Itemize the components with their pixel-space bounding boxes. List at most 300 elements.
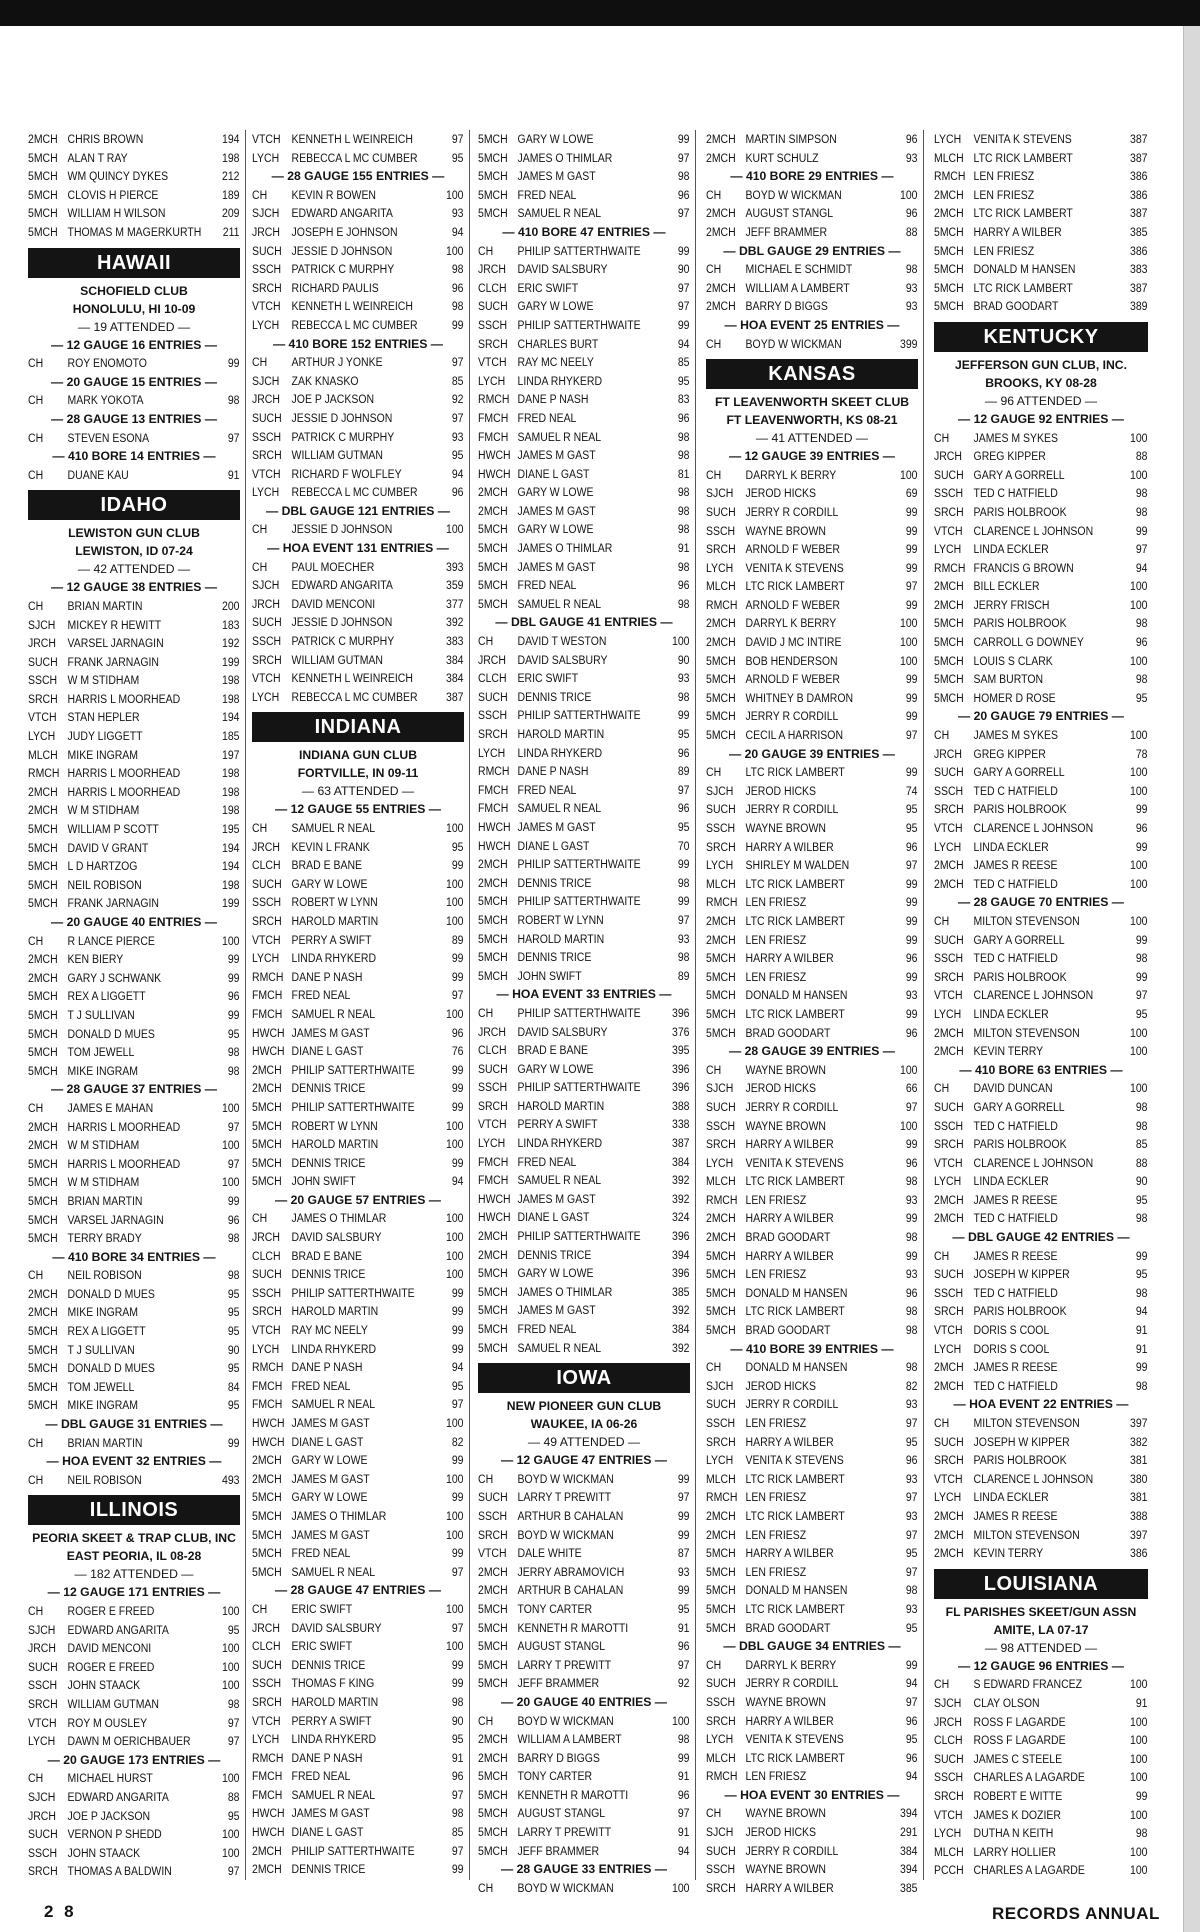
score: 396: [671, 1005, 690, 1020]
event-code: 2MCH: [28, 132, 58, 146]
shooter-name: LTC RICK LAMBERT: [973, 150, 1073, 165]
event-code: VTCH: [934, 988, 963, 1003]
result-row: [706, 204, 917, 223]
event-subheading: — DBL GAUGE 34 ENTRIES —: [723, 1639, 901, 1654]
score: 96: [677, 578, 690, 593]
shooter-name: DORIS S COOL: [973, 1341, 1050, 1356]
shooter-name: JOHN SWIFT: [517, 968, 582, 983]
score: 100: [1129, 1714, 1148, 1729]
result-row: [478, 948, 689, 967]
score: 88: [905, 224, 918, 239]
shooter-name: HAROLD MARTIN: [291, 1694, 379, 1709]
shooter-name: LTC RICK LAMBERT: [745, 1304, 845, 1319]
score: 98: [905, 1360, 918, 1375]
result-row: [478, 706, 689, 725]
event-code: 2MCH: [706, 1508, 736, 1523]
event-code: SJCH: [252, 206, 280, 221]
result-row: [478, 520, 689, 539]
result-row: [706, 800, 917, 819]
score: 99: [451, 1862, 464, 1877]
score: 99: [451, 858, 464, 873]
score: 96: [451, 280, 464, 295]
shooter-name: STAN HEPLER: [67, 710, 140, 725]
result-row: [934, 652, 1147, 671]
event-code: VTCH: [252, 132, 281, 146]
result-row: [252, 1600, 463, 1619]
event-code: SUCH: [252, 1267, 282, 1282]
shooter-name: JAMES M GAST: [291, 1025, 370, 1040]
event-code: 5MCH: [478, 132, 508, 146]
score: 100: [445, 913, 464, 928]
score: 97: [1135, 542, 1148, 557]
score: 97: [1135, 988, 1148, 1003]
event-code: SRCH: [706, 1880, 736, 1895]
event-code: HWCH: [252, 1025, 285, 1040]
result-row: [28, 1471, 239, 1490]
shooter-name: TERRY BRADY: [67, 1231, 142, 1246]
shooter-name: LARRY HOLLIER: [973, 1844, 1056, 1859]
event-code: RMCH: [934, 560, 966, 575]
shooter-name: GARY W LOWE: [517, 132, 594, 146]
event-code: 2MCH: [252, 1081, 282, 1096]
shooter-name: TOM JEWELL: [67, 1379, 135, 1394]
event-code: 2MCH: [934, 858, 964, 873]
event-code: RMCH: [252, 969, 284, 984]
result-row: [706, 260, 917, 279]
score: 95: [227, 1324, 240, 1339]
score: 94: [451, 1174, 464, 1189]
result-row: [252, 1377, 463, 1396]
event-code: 5MCH: [478, 596, 508, 611]
event-subheading: — HOA EVENT 32 ENTRIES —: [46, 1454, 222, 1469]
score: 99: [451, 1081, 464, 1096]
shooter-name: JOE P JACKSON: [291, 392, 375, 407]
result-row: [706, 1451, 917, 1470]
shooter-name: CARROLL G DOWNEY: [973, 635, 1084, 650]
event-code: SSCH: [706, 1694, 736, 1709]
score: 198: [221, 673, 240, 688]
event-code: 2MCH: [28, 1119, 58, 1134]
event-code: CH: [478, 1713, 494, 1728]
result-row: [706, 1024, 917, 1043]
score: 96: [451, 485, 464, 500]
result-row: [478, 1339, 689, 1358]
result-row: [252, 1563, 463, 1582]
score: 99: [451, 1453, 464, 1468]
event-code: 2MCH: [706, 206, 736, 221]
score: 93: [677, 931, 690, 946]
shooter-name: LTC RICK LAMBERT: [745, 1174, 845, 1189]
score: 394: [671, 1247, 690, 1262]
result-row: [934, 670, 1147, 689]
shooter-name: DUANE KAU: [67, 467, 129, 482]
result-row: [706, 1656, 917, 1675]
score: 384: [899, 1843, 918, 1858]
event-code: 5MCH: [28, 1212, 58, 1227]
shooter-name: JAMES K DOZIER: [973, 1807, 1061, 1822]
score: 100: [221, 1100, 240, 1115]
event-code: VTCH: [478, 355, 507, 370]
event-code: 5MCH: [252, 1099, 282, 1114]
score: 98: [905, 262, 918, 277]
score: 94: [905, 1676, 918, 1691]
event-code: 2MCH: [28, 1138, 58, 1153]
result-row: [252, 1693, 463, 1712]
score: 396: [671, 1266, 690, 1281]
result-row: [478, 874, 689, 893]
result-row: [478, 1730, 689, 1749]
score: 93: [905, 988, 918, 1003]
event-code: 5MCH: [934, 280, 964, 295]
score: 395: [671, 1043, 690, 1058]
score: 93: [451, 206, 464, 221]
event-code: SUCH: [706, 1099, 736, 1114]
score: 100: [445, 1601, 464, 1616]
event-code: MLCH: [706, 1174, 736, 1189]
event-code: JRCH: [478, 1024, 506, 1039]
score: 384: [445, 671, 464, 686]
result-row: [478, 390, 689, 409]
shooter-name: DAWN M OERICHBAUER: [67, 1734, 191, 1749]
result-row: [706, 819, 917, 838]
result-row: [706, 1488, 917, 1507]
event-code: 5MCH: [252, 1564, 282, 1579]
event-code: 5MCH: [934, 635, 964, 650]
shooter-name: LEN FRIESZ: [745, 1416, 807, 1430]
result-row: [706, 279, 917, 298]
shooter-name: HAROLD MARTIN: [517, 1098, 605, 1113]
score: 392: [445, 615, 464, 630]
result-row: [252, 483, 463, 502]
result-row: [934, 1154, 1147, 1173]
result-row: [934, 856, 1147, 875]
event-code: 2MCH: [934, 206, 964, 221]
event-code: CH: [706, 1062, 722, 1077]
result-row: [252, 1284, 463, 1303]
event-code: 2MCH: [478, 503, 508, 518]
state-heading: LOUISIANA: [934, 1569, 1148, 1599]
shooter-name: JEROD HICKS: [745, 486, 817, 501]
shooter-name: LINDA RHYKERD: [291, 951, 377, 966]
shooter-name: WAYNE BROWN: [745, 523, 826, 538]
result-row: [252, 242, 463, 261]
result-row: [252, 130, 463, 149]
event-code: JRCH: [252, 1230, 280, 1245]
score: 95: [905, 1620, 918, 1635]
event-code: RMCH: [706, 1490, 738, 1505]
shooter-name: HARRY A WILBER: [745, 1211, 834, 1226]
shooter-name: PHILIP SATTERTHWAITE: [517, 857, 641, 872]
event-code: HWCH: [252, 1806, 285, 1821]
shooter-name: SAMUEL R NEAL: [291, 1397, 376, 1412]
event-code: 2MCH: [706, 913, 736, 928]
event-code: SSCH: [934, 1118, 964, 1133]
event-code: CH: [252, 1211, 268, 1226]
result-row: [252, 931, 463, 950]
result-row: [934, 1340, 1147, 1359]
score: 386: [1129, 169, 1148, 184]
score: 396: [671, 1229, 690, 1244]
score: 97: [227, 1119, 240, 1134]
shooter-name: PARIS HOLBROOK: [973, 1137, 1067, 1152]
result-row: [252, 149, 463, 168]
result-row: [478, 1563, 689, 1582]
score: 98: [677, 950, 690, 965]
shooter-name: WILLIAM A LAMBERT: [745, 280, 850, 295]
event-code: 5MCH: [706, 690, 736, 705]
score: 97: [677, 1490, 690, 1505]
event-code: HWCH: [478, 819, 511, 834]
event-code: RMCH: [478, 764, 510, 779]
result-row: [934, 484, 1147, 503]
result-row: [934, 1470, 1147, 1489]
score: 100: [899, 616, 918, 631]
shooter-name: BOYD W WICKMAN: [517, 1713, 614, 1728]
event-code: SUCH: [252, 615, 282, 630]
result-row: [28, 391, 239, 410]
result-row: [28, 1732, 239, 1751]
event-code: 5MCH: [706, 1564, 736, 1579]
result-row: [478, 1115, 689, 1134]
score: 99: [451, 1341, 464, 1356]
event-code: SUCH: [934, 1434, 964, 1449]
shooter-name: PHILIP SATTERTHWAITE: [291, 1062, 415, 1077]
shooter-name: CLARENCE L JOHNSON: [973, 1155, 1094, 1170]
score: 99: [1135, 523, 1148, 538]
score: 198: [221, 766, 240, 781]
result-row: [706, 1098, 917, 1117]
score: 95: [677, 1601, 690, 1616]
result-row: [252, 1079, 463, 1098]
event-code: 5MCH: [478, 1843, 508, 1858]
result-row: [706, 652, 917, 671]
page-binding-edge: [1183, 26, 1200, 1932]
score: 96: [677, 801, 690, 816]
shooter-name: JOHN STAACK: [67, 1845, 141, 1860]
shooter-name: ROBERT W LYNN: [291, 895, 378, 910]
shooter-name: REBECCA L MC CUMBER: [291, 485, 418, 500]
event-subheading: — 12 GAUGE 39 ENTRIES —: [729, 449, 895, 464]
club-info: HONOLULU, HI 10-09: [72, 301, 196, 316]
event-code: JRCH: [478, 262, 506, 277]
shooter-name: VENITA K STEVENS: [745, 1453, 844, 1468]
result-row: [706, 1172, 917, 1191]
score: 82: [451, 1434, 464, 1449]
event-code: 5MCH: [934, 243, 964, 258]
shooter-name: LEN FRIESZ: [973, 243, 1035, 258]
shooter-name: DONALD D MUES: [67, 1361, 155, 1376]
event-code: LYCH: [252, 951, 280, 966]
result-row: [478, 1171, 689, 1190]
shooter-name: ARNOLD F WEBER: [745, 597, 840, 612]
club-info: AMITE, LA 07-17: [993, 1622, 1089, 1637]
score: 96: [905, 206, 918, 221]
score: 98: [227, 1696, 240, 1711]
shooter-name: LINDA ECKLER: [973, 839, 1049, 854]
score: 97: [905, 858, 918, 873]
event-code: LYCH: [934, 1826, 962, 1841]
result-row: [478, 204, 689, 223]
shooter-name: ARTHUR J YONKE: [291, 355, 383, 370]
score: 78: [1135, 746, 1148, 761]
shooter-name: JAMES M GAST: [517, 169, 596, 184]
event-code: CH: [28, 356, 44, 371]
event-code: MLCH: [706, 1471, 736, 1486]
event-code: HWCH: [252, 1825, 285, 1840]
score: 100: [899, 1118, 918, 1133]
result-row: [706, 1135, 917, 1154]
event-code: VTCH: [252, 299, 281, 314]
event-subheading: — 410 BORE 39 ENTRIES —: [730, 1341, 894, 1356]
score: 100: [445, 1118, 464, 1133]
score: 97: [905, 1527, 918, 1542]
shooter-name: JOHN STAACK: [67, 1678, 141, 1693]
shooter-name: DENNIS TRICE: [291, 1267, 366, 1282]
shooter-name: SAMUEL R NEAL: [517, 1340, 602, 1355]
score: 100: [221, 1175, 240, 1190]
score: 98: [677, 559, 690, 574]
result-row: [252, 651, 463, 670]
shooter-name: JOE P JACKSON: [67, 1808, 151, 1823]
result-row: [478, 632, 689, 651]
shooter-name: FRED NEAL: [517, 782, 577, 797]
event-code: SUCH: [934, 467, 964, 482]
score: 95: [227, 1286, 240, 1301]
result-row: [706, 1154, 917, 1173]
event-code: SUCH: [934, 765, 964, 780]
event-code: LYCH: [706, 1732, 734, 1747]
result-row: [706, 186, 917, 205]
event-code: SUCH: [252, 243, 282, 258]
club-info: LEWISTON, ID 07-24: [75, 544, 193, 559]
shooter-name: ARNOLD F WEBER: [745, 542, 840, 557]
score: 99: [1135, 1248, 1148, 1263]
shooter-name: AUGUST STANGL: [517, 1639, 606, 1654]
shooter-name: JAMES O THIMLAR: [517, 1284, 613, 1299]
shooter-name: EDWARD ANGARITA: [67, 1789, 169, 1804]
shooter-name: MIKE INGRAM: [67, 1063, 139, 1078]
results-column-3: [478, 130, 690, 1897]
event-code: 5MCH: [28, 896, 58, 911]
score: 98: [677, 522, 690, 537]
result-row: [478, 1823, 689, 1842]
result-row: [28, 354, 239, 373]
event-code: 2MCH: [934, 1546, 964, 1561]
result-row: [28, 671, 239, 690]
shooter-name: SAMUEL R NEAL: [291, 821, 376, 835]
event-code: 5MCH: [478, 1639, 508, 1654]
event-code: 2MCH: [252, 1843, 282, 1858]
result-row: [934, 540, 1147, 559]
result-row: [478, 316, 689, 335]
score: 100: [445, 187, 464, 202]
event-code: RMCH: [28, 766, 60, 781]
score: 97: [677, 782, 690, 797]
result-row: [252, 1749, 463, 1768]
score: 100: [1129, 1807, 1148, 1822]
score: 392: [671, 1173, 690, 1188]
result-row: [706, 1544, 917, 1563]
score: 93: [905, 280, 918, 295]
shooter-name: JAMES E MAHAN: [67, 1100, 154, 1115]
shooter-name: PATRICK C MURPHY: [291, 634, 395, 649]
score: 97: [677, 299, 690, 314]
event-code: FMCH: [478, 1154, 509, 1169]
score: 99: [451, 1285, 464, 1300]
score: 100: [445, 1416, 464, 1430]
score: 98: [451, 1806, 464, 1821]
shooter-name: JAMES C STEELE: [973, 1751, 1063, 1766]
result-row: [252, 1712, 463, 1731]
shooter-name: T J SULLIVAN: [67, 1342, 135, 1357]
score: 96: [905, 132, 918, 146]
event-code: 5MCH: [706, 672, 736, 687]
event-code: 5MCH: [706, 1601, 736, 1616]
result-row: [28, 1396, 239, 1415]
score: 96: [227, 1212, 240, 1227]
shooter-name: HARRY A WILBER: [745, 1137, 834, 1152]
score: 98: [451, 262, 464, 277]
score: 99: [227, 952, 240, 967]
shooter-name: DONALD M HANSEN: [745, 1583, 848, 1598]
shooter-name: JESSIE D JOHNSON: [291, 522, 393, 537]
score: 100: [1129, 1770, 1148, 1785]
score: 385: [671, 1284, 690, 1299]
result-row: [28, 634, 239, 653]
result-row: [934, 522, 1147, 541]
score: 194: [221, 840, 240, 855]
score: 100: [221, 1845, 240, 1860]
score: 99: [905, 1657, 918, 1672]
score: 99: [1135, 839, 1148, 854]
event-subheading: — HOA EVENT 22 ENTRIES —: [953, 1397, 1129, 1412]
score: 97: [905, 1416, 918, 1430]
score: 95: [227, 1808, 240, 1823]
event-code: VTCH: [934, 1807, 963, 1822]
score: 377: [445, 596, 464, 611]
shooter-name: TONY CARTER: [517, 1769, 593, 1784]
event-code: 5MCH: [478, 1284, 508, 1299]
event-code: LYCH: [478, 1136, 506, 1151]
event-code: SSCH: [28, 673, 58, 688]
result-row: [478, 1600, 689, 1619]
score: 98: [1135, 1099, 1148, 1114]
shooter-name: ROSS F LAGARDE: [973, 1714, 1066, 1729]
attendance-count: — 19 ATTENDED —: [77, 319, 191, 334]
score: 95: [451, 1378, 464, 1393]
event-code: 2MCH: [934, 876, 964, 891]
event-code: CH: [706, 1657, 722, 1672]
score: 99: [677, 1508, 690, 1523]
result-row: [252, 1414, 463, 1433]
result-row: [934, 503, 1147, 522]
event-code: VTCH: [252, 932, 281, 947]
event-code: SUCH: [934, 932, 964, 947]
shooter-name: LINDA ECKLER: [973, 542, 1049, 557]
shooter-name: FRED NEAL: [517, 187, 577, 202]
score: 95: [1135, 1192, 1148, 1207]
score: 93: [905, 1192, 918, 1207]
shooter-name: NEIL ROBISON: [67, 1472, 142, 1487]
score: 99: [451, 951, 464, 966]
event-code: RMCH: [478, 392, 510, 407]
result-row: [252, 353, 463, 372]
result-row: [706, 1767, 917, 1786]
result-row: [478, 911, 689, 930]
shooter-name: DAVID J MC INTIRE: [745, 635, 842, 650]
result-row: [706, 466, 917, 485]
shooter-name: WHITNEY B DAMRON: [745, 690, 854, 705]
